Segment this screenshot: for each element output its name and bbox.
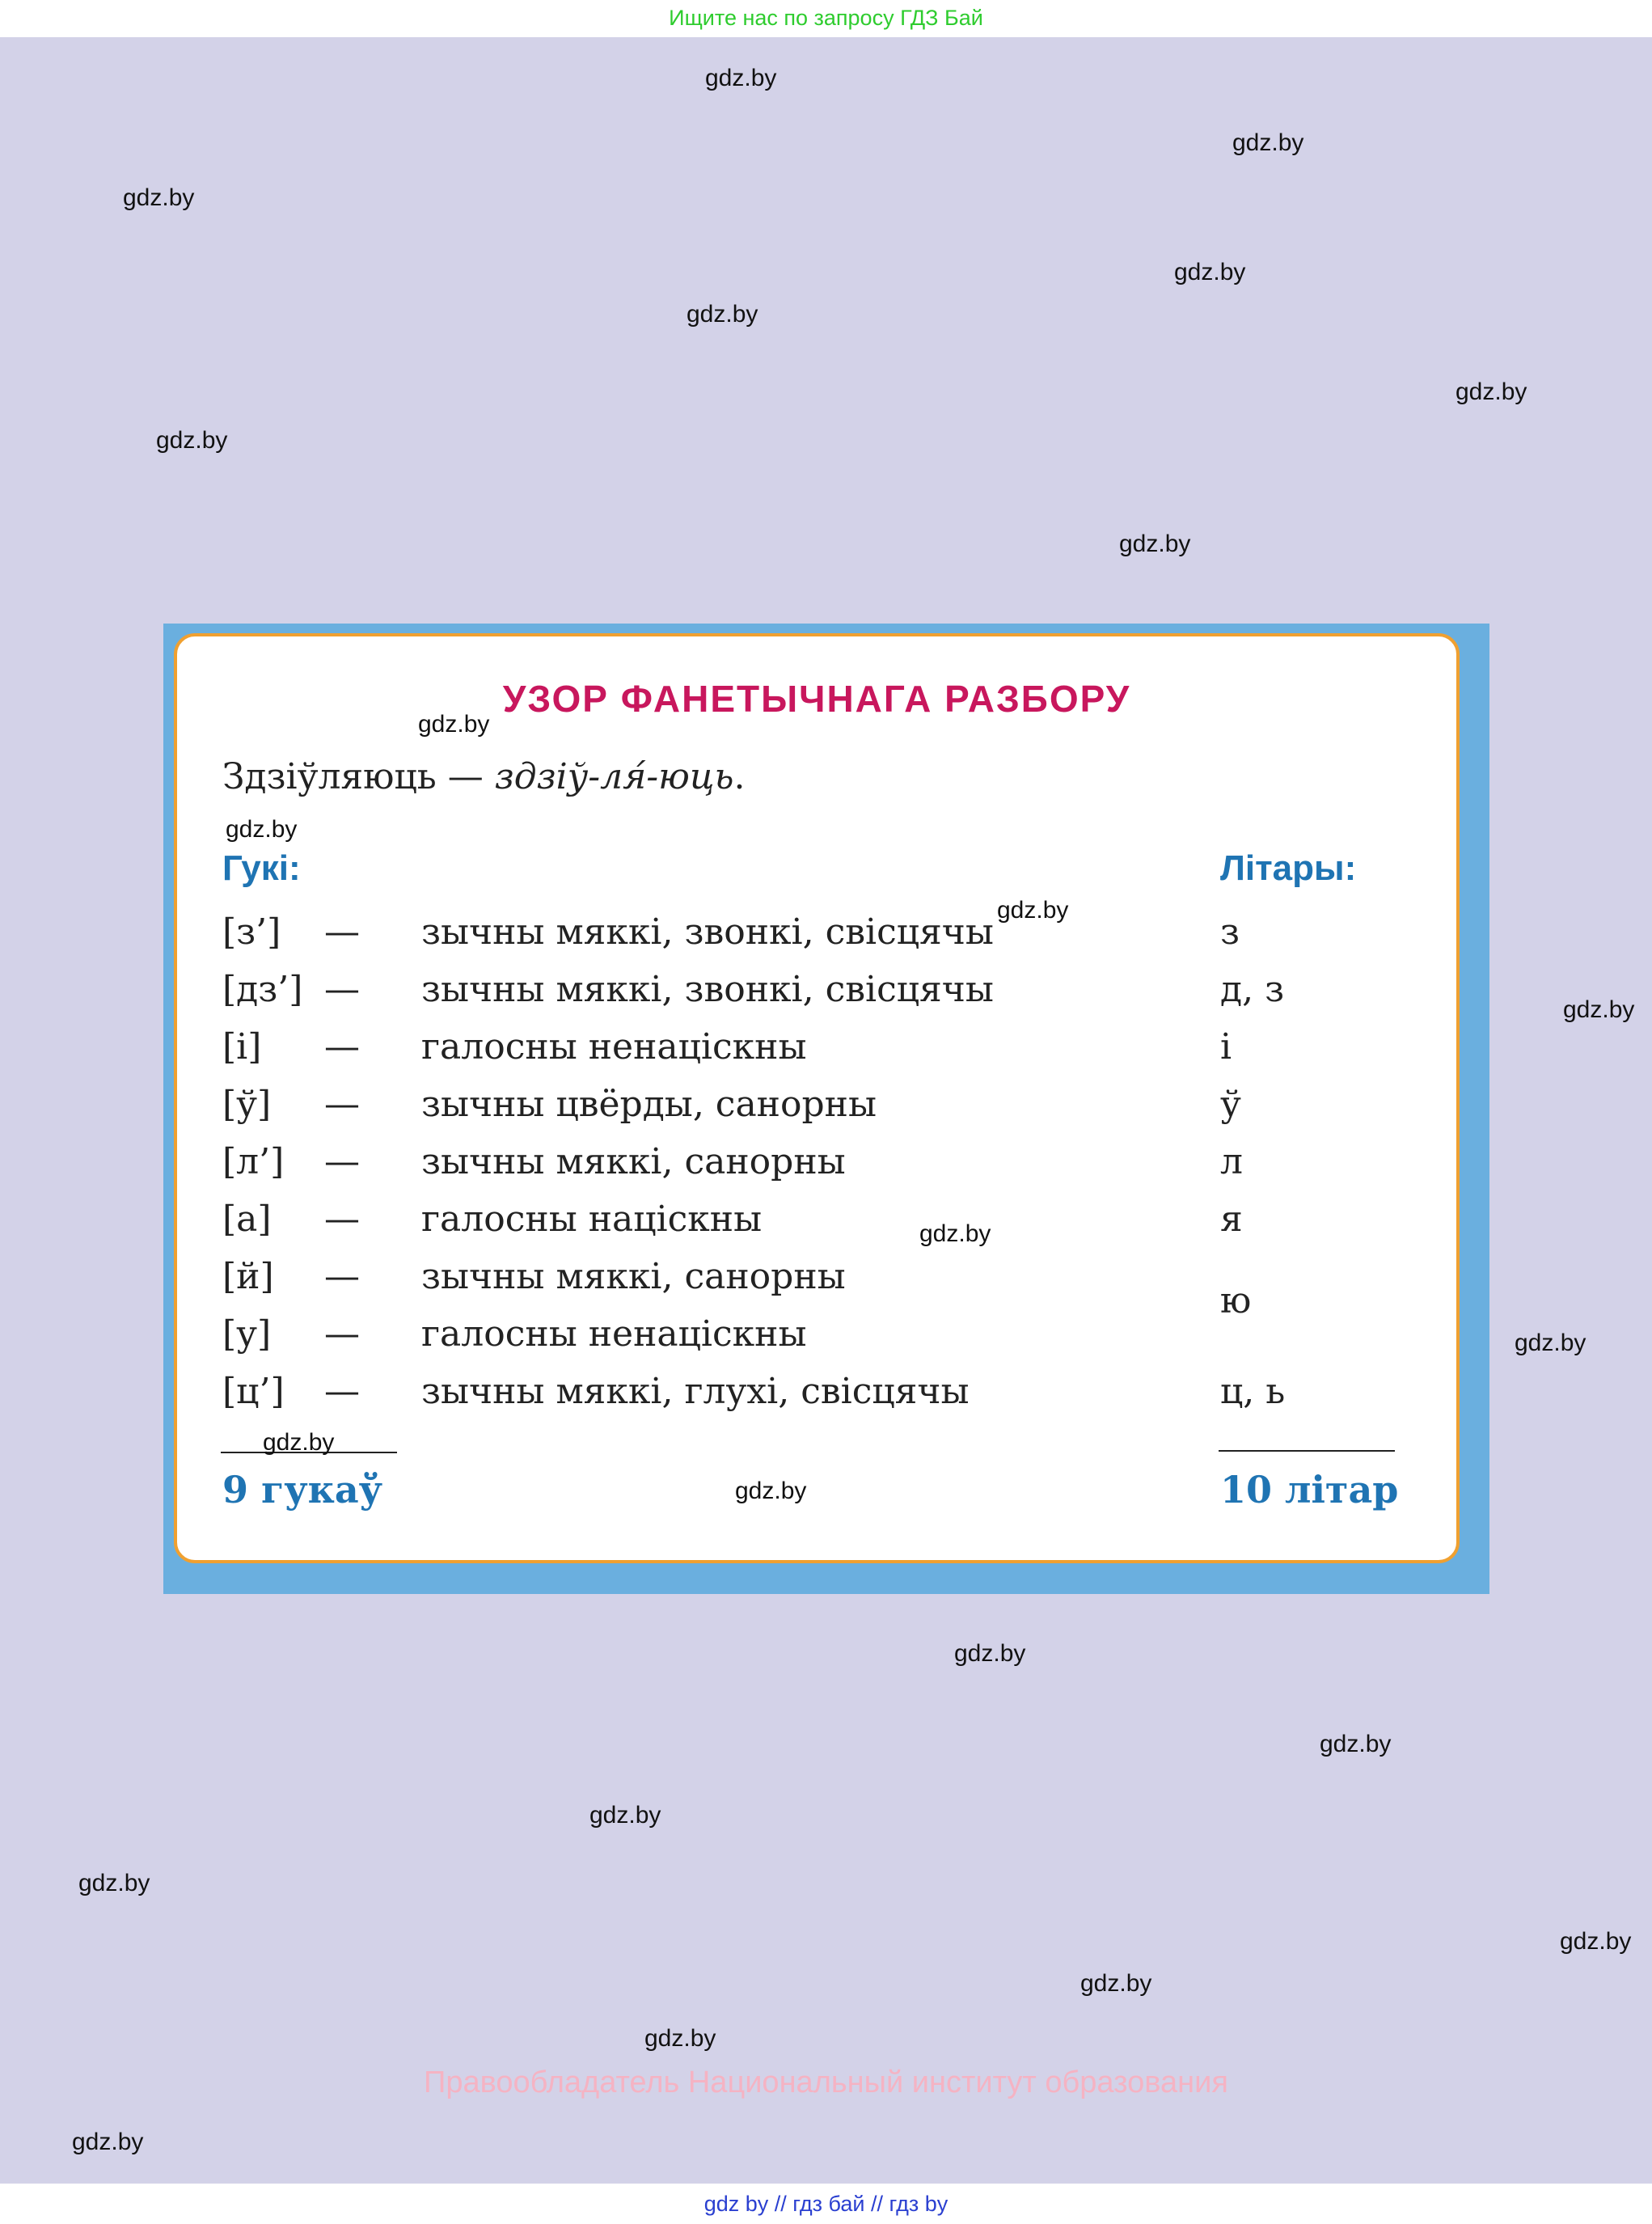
card-title: УЗОР ФАНЕТЫЧНАГА РАЗБОРУ [502, 678, 1131, 720]
sounds-total: 9 гукаў [222, 1468, 383, 1512]
sound-description: галосны націскны [421, 1199, 763, 1240]
row-dash: — [324, 969, 360, 1010]
sound: [а] [222, 1199, 272, 1240]
phonetic-analysis-card [174, 633, 1460, 1563]
watermark: gdz.by [919, 1220, 991, 1247]
row-dash: — [324, 1026, 360, 1068]
watermark: gdz.by [263, 1429, 335, 1456]
sound-description: зычны мяккі, глухі, свісцячы [421, 1371, 970, 1412]
row-dash: — [324, 911, 360, 953]
syllable-split: здзіў-ля́-юць [494, 756, 734, 797]
letters-value: я [1220, 1199, 1243, 1240]
watermark: gdz.by [1119, 531, 1191, 557]
letters-total-rule [1219, 1450, 1395, 1452]
watermark: gdz.by [1560, 1928, 1632, 1955]
sound-description: зычны мяккі, звонкі, свісцячы [421, 969, 994, 1010]
sound-row [222, 1026, 1435, 1075]
row-dash: — [324, 1199, 360, 1240]
watermark: gdz.by [1174, 259, 1246, 285]
sound: [й] [222, 1256, 274, 1297]
sound-row [222, 1199, 1435, 1247]
sound-description: зычны мяккі, санорны [421, 1256, 846, 1297]
sound-description: зычны мяккі, звонкі, свісцячы [421, 911, 994, 953]
sound-row [222, 1084, 1435, 1132]
sound-description: зычны цвёрды, санорны [421, 1084, 877, 1125]
sound: [і] [222, 1026, 262, 1068]
watermark: gdz.by [1080, 1970, 1152, 1997]
copyright-note: Правообладатель Национальный институт образования [424, 2065, 1228, 2099]
letters-value-yu: ю [1220, 1280, 1252, 1321]
letters-value: ц, ь [1220, 1371, 1286, 1412]
sound-description: зычны мяккі, санорны [421, 1141, 846, 1182]
letters-heading: Літары: [1220, 848, 1357, 888]
sound: [з’] [222, 911, 281, 953]
sound-row [222, 969, 1435, 1017]
sound-row [222, 911, 1435, 960]
letters-value: і [1220, 1026, 1232, 1068]
sound: [ў] [222, 1084, 272, 1125]
watermark: gdz.by [1563, 996, 1635, 1023]
sound: [л’] [222, 1141, 285, 1182]
sound-row [222, 1141, 1435, 1190]
sound-description: галосны ненаціскны [421, 1026, 807, 1068]
sound: [ц’] [222, 1371, 285, 1412]
watermark: gdz.by [226, 816, 298, 843]
watermark: gdz.by [687, 301, 758, 328]
example-word: Здзіўляюць [222, 756, 437, 797]
row-dash: — [324, 1084, 360, 1125]
letters-value: л [1220, 1141, 1243, 1182]
sound-row [222, 1313, 1435, 1362]
example-word-line [222, 756, 746, 797]
watermark: gdz.by [1320, 1731, 1392, 1757]
watermark: gdz.by [954, 1640, 1026, 1667]
letters-total: 10 літар [1220, 1468, 1399, 1512]
watermark: gdz.by [72, 2129, 144, 2155]
sound-row [222, 1256, 1435, 1304]
row-dash: — [324, 1371, 360, 1412]
sound: [у] [222, 1313, 272, 1355]
sound: [дз’] [222, 969, 303, 1010]
letters-value: д, з [1220, 969, 1285, 1010]
row-dash: — [324, 1141, 360, 1182]
watermark: gdz.by [78, 1870, 150, 1896]
watermark: gdz.by [735, 1478, 807, 1504]
top-banner: Ищите нас по запросу ГДЗ Бай [0, 0, 1652, 37]
watermark: gdz.by [1515, 1330, 1587, 1356]
letters-value: з [1220, 911, 1240, 953]
watermark: gdz.by [644, 2025, 716, 2052]
watermark: gdz.by [589, 1802, 661, 1829]
watermark: gdz.by [997, 897, 1069, 924]
row-dash: — [324, 1256, 360, 1297]
row-dash: — [324, 1313, 360, 1355]
sounds-heading: Гукі: [222, 848, 301, 888]
sound-description: галосны ненаціскны [421, 1313, 807, 1355]
watermark: gdz.by [156, 427, 228, 454]
bottom-banner: gdz by // гдз бай // гдз by [0, 2184, 1652, 2224]
period: . [733, 756, 746, 797]
watermark: gdz.by [1456, 378, 1527, 405]
letters-value: ў [1220, 1084, 1241, 1125]
watermark: gdz.by [1232, 129, 1304, 156]
watermark: gdz.by [705, 65, 777, 91]
watermark: gdz.by [418, 711, 490, 738]
watermark: gdz.by [123, 184, 195, 211]
sound-row [222, 1371, 1435, 1419]
word-dash: — [447, 756, 484, 797]
